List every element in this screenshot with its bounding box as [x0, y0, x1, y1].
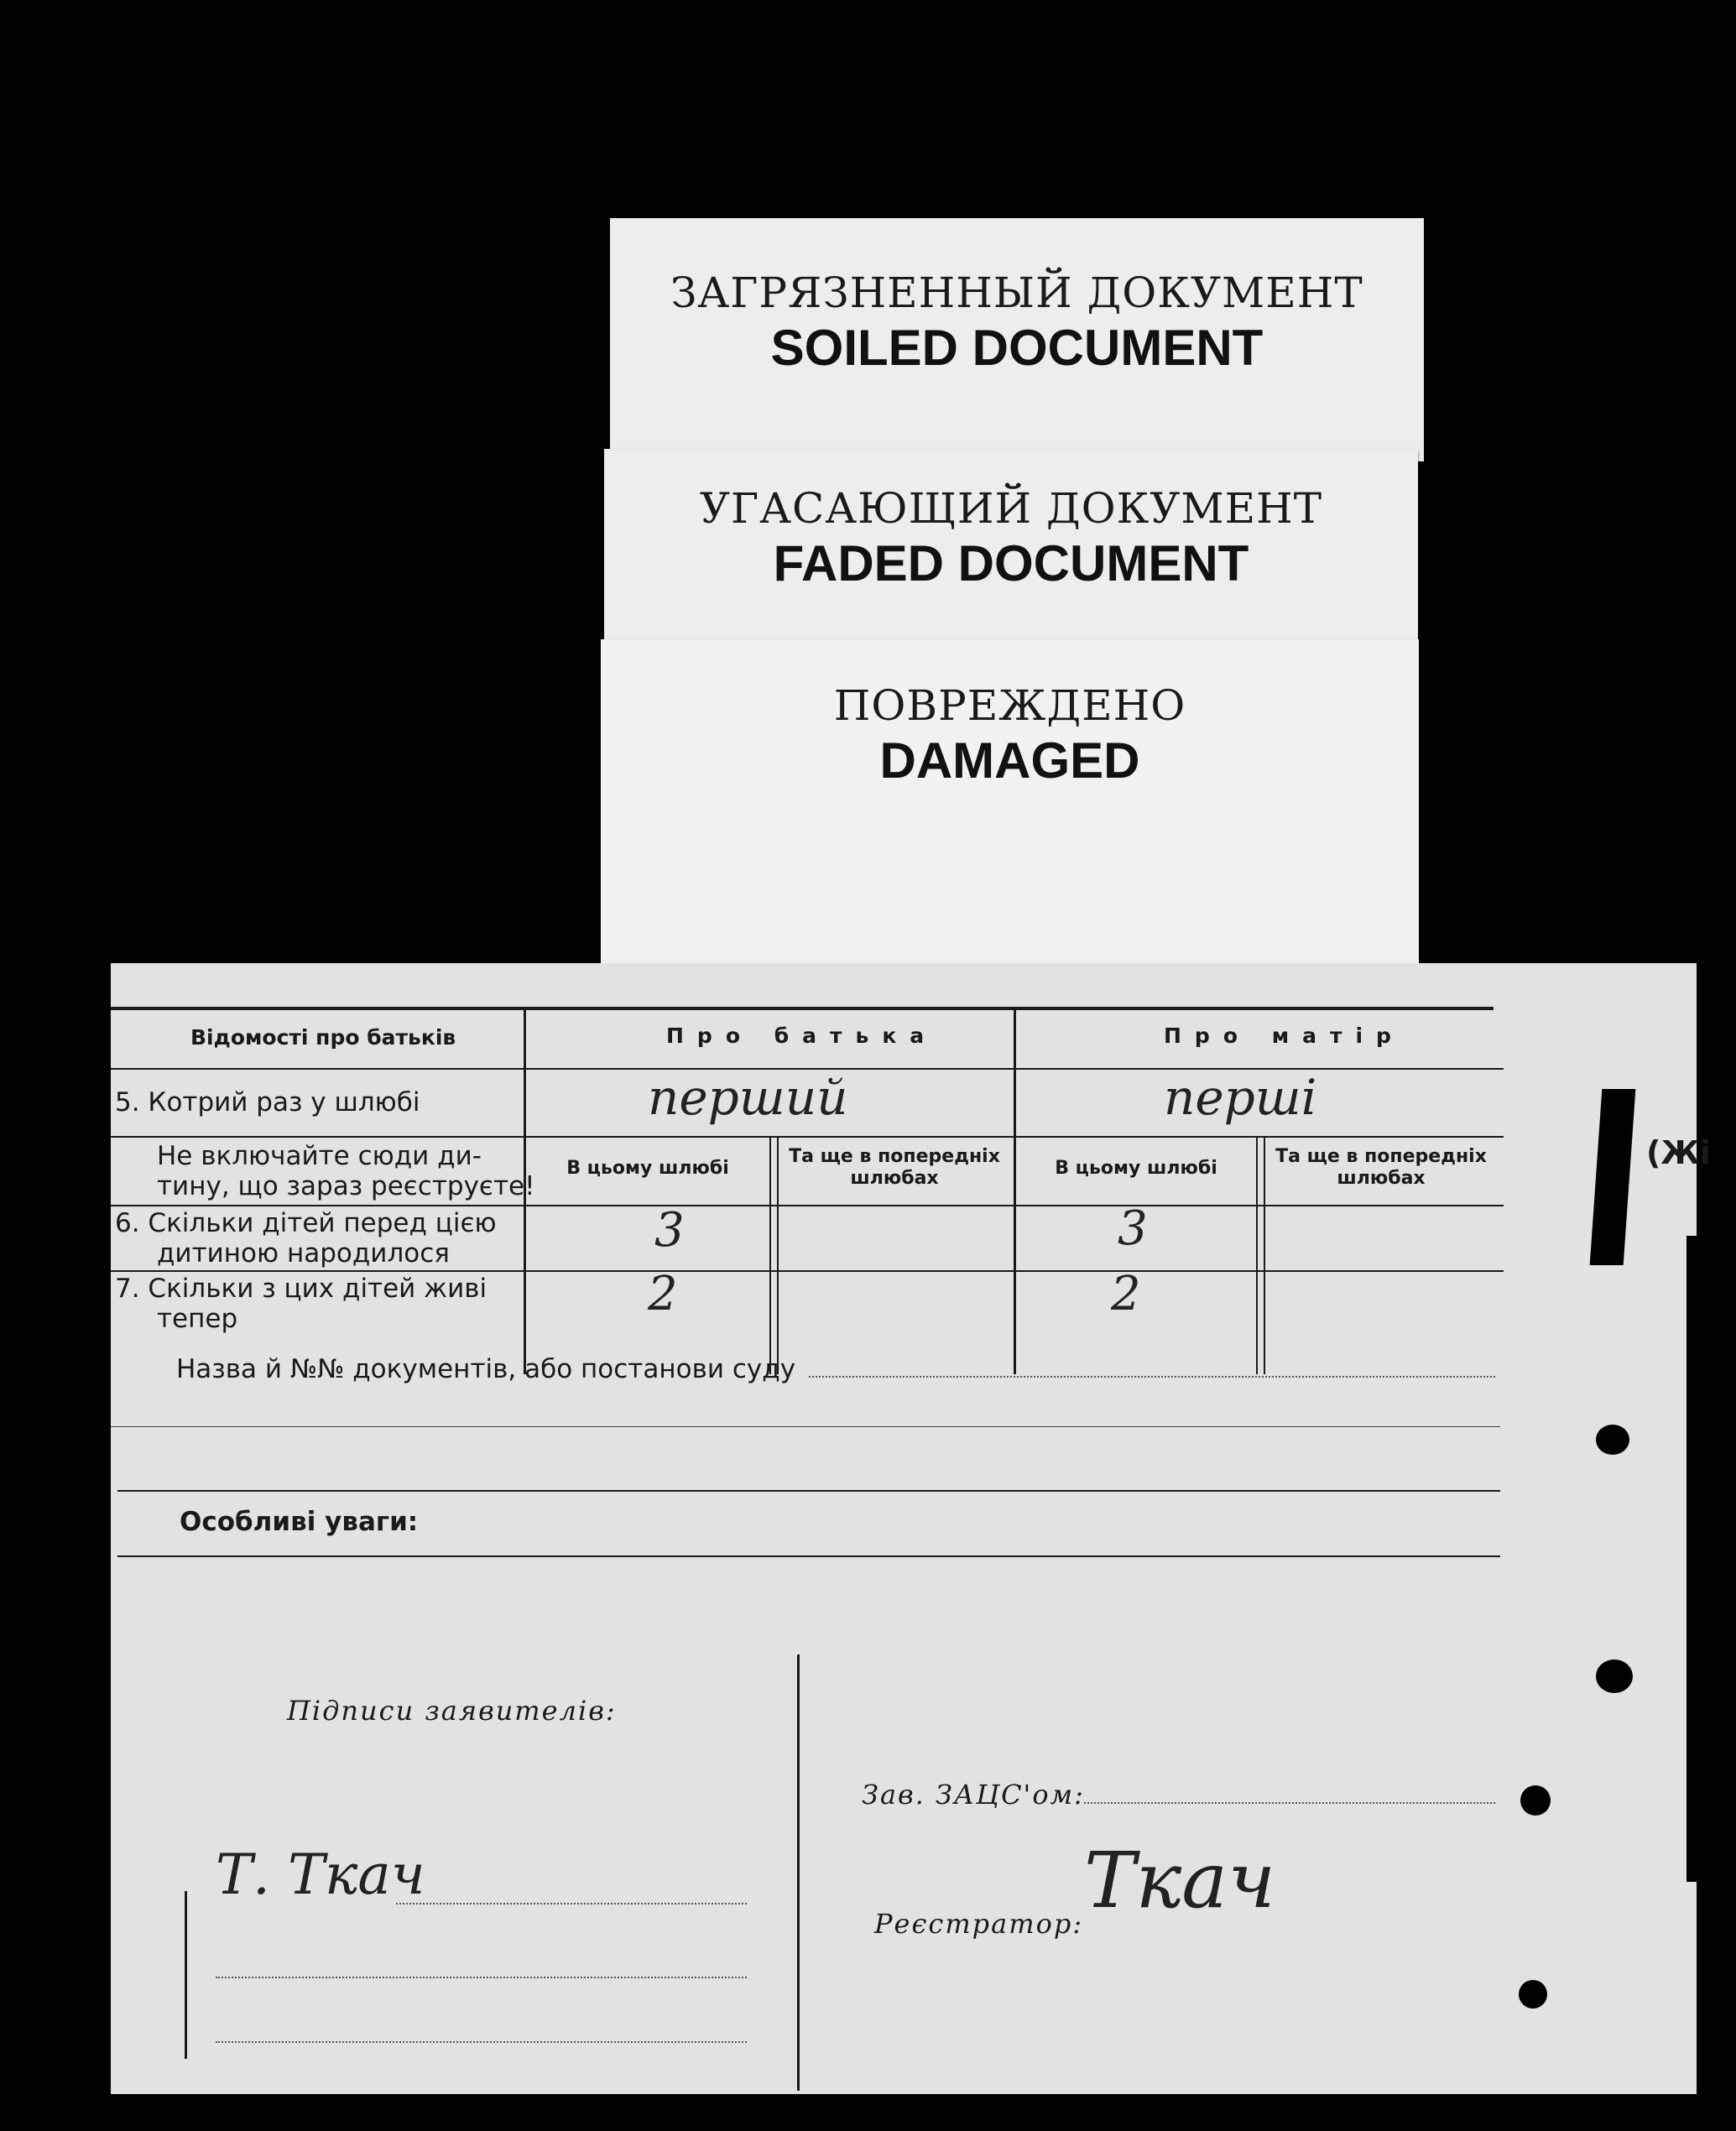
binding-hole-4 [1519, 1980, 1547, 2009]
damaged-label-ru: ПОВРЕЖДЕНО [833, 681, 1186, 730]
row5-father-value: перший [648, 1069, 848, 1126]
note-bottom-rule [111, 1205, 1504, 1206]
side-fragment: (Жі [1646, 1134, 1711, 1171]
row6-father-value: 3 [654, 1203, 685, 1258]
row6-bottom-rule [111, 1270, 1504, 1272]
documents-line-3 [117, 1490, 1500, 1492]
applicant-line-3 [216, 2041, 747, 2043]
row7-line-2: тепер [157, 1304, 238, 1334]
header-mother: Про матір [1164, 1024, 1405, 1048]
header-father: Про батька [666, 1024, 938, 1048]
soiled-label-ru: ЗАГРЯЗНЕННЫЙ ДОКУМЕНТ [670, 268, 1363, 317]
soiled-label-en: SOILED DOCUMENT [770, 320, 1264, 376]
damaged-label-en: DAMAGED [879, 732, 1140, 789]
row5-bottom-rule [111, 1136, 1504, 1138]
applicants-label: Підписи заявителів: [287, 1695, 617, 1727]
documents-dotted-line [809, 1376, 1495, 1378]
faded-document-card [604, 449, 1418, 659]
row7-father-value: 2 [648, 1267, 678, 1321]
special-notes-label: Особливі уваги: [180, 1507, 419, 1537]
row5-label: 5. Котрий раз у шлюбі [115, 1087, 420, 1118]
father-prev-line-2: шлюбах [850, 1168, 939, 1189]
row7-mother-value: 2 [1111, 1267, 1141, 1321]
applicant-line-1 [396, 1903, 747, 1904]
registrar-label: Реєстратор: [874, 1908, 1084, 1940]
registrar-signature: Ткач [1084, 1836, 1276, 1925]
row5-mother-value: перші [1164, 1069, 1317, 1126]
zags-head-label: Зав. ЗАЦС'ом: [862, 1779, 1085, 1811]
col-divider-2 [1014, 1007, 1016, 1374]
mother-previous-marriages [1262, 1146, 1500, 1190]
header-top-rule [111, 1007, 1494, 1010]
binding-hole-1 [1596, 1425, 1629, 1455]
faded-label-en: FADED DOCUMENT [773, 535, 1249, 591]
applicant-line-2 [216, 1977, 747, 1978]
zags-head-line [1084, 1802, 1495, 1804]
special-notes-rule [117, 1555, 1500, 1557]
registration-form [111, 963, 1711, 2094]
note-line-1: Не включайте сюди ди- [157, 1141, 482, 1171]
mother-prev-line-2: шлюбах [1337, 1168, 1426, 1189]
father-this-marriage: В цьому шлюбі [566, 1158, 729, 1179]
mother-this-marriage: В цьому шлюбі [1055, 1158, 1217, 1179]
row7-line-1: 7. Скільки з цих дітей живі [115, 1274, 487, 1304]
binding-hole-3 [1520, 1785, 1551, 1816]
torn-edge-right [1686, 1236, 1697, 1882]
applicant-brace [185, 1891, 187, 2059]
row6-mother-value: 3 [1118, 1201, 1148, 1256]
damaged-document-card [601, 639, 1419, 968]
signature-divider [797, 1654, 800, 2091]
applicant-signature: Т. Ткач [216, 1842, 425, 1907]
soiled-document-card [610, 218, 1424, 461]
row6-line-2: дитиною народилося [157, 1238, 450, 1269]
documents-label: Назва й №№ документів, або постанови суду [176, 1354, 796, 1384]
father-previous-marriages [775, 1146, 1014, 1190]
documents-line-2 [111, 1426, 1500, 1427]
faded-label-ru: УГАСАЮЩИЙ ДОКУМЕНТ [699, 484, 1323, 533]
header-parents-info: Відомості про батьків [190, 1025, 456, 1050]
torn-edge-top [1590, 1089, 1636, 1265]
father-prev-line-1: Та ще в попередніх [789, 1146, 1000, 1167]
mother-prev-line-1: Та ще в попередніх [1275, 1146, 1487, 1167]
binding-hole-2 [1596, 1659, 1633, 1693]
note-line-2: тину, що зараз реєструєте! [157, 1171, 535, 1201]
row6-line-1: 6. Скільки дітей перед цією [115, 1208, 497, 1238]
